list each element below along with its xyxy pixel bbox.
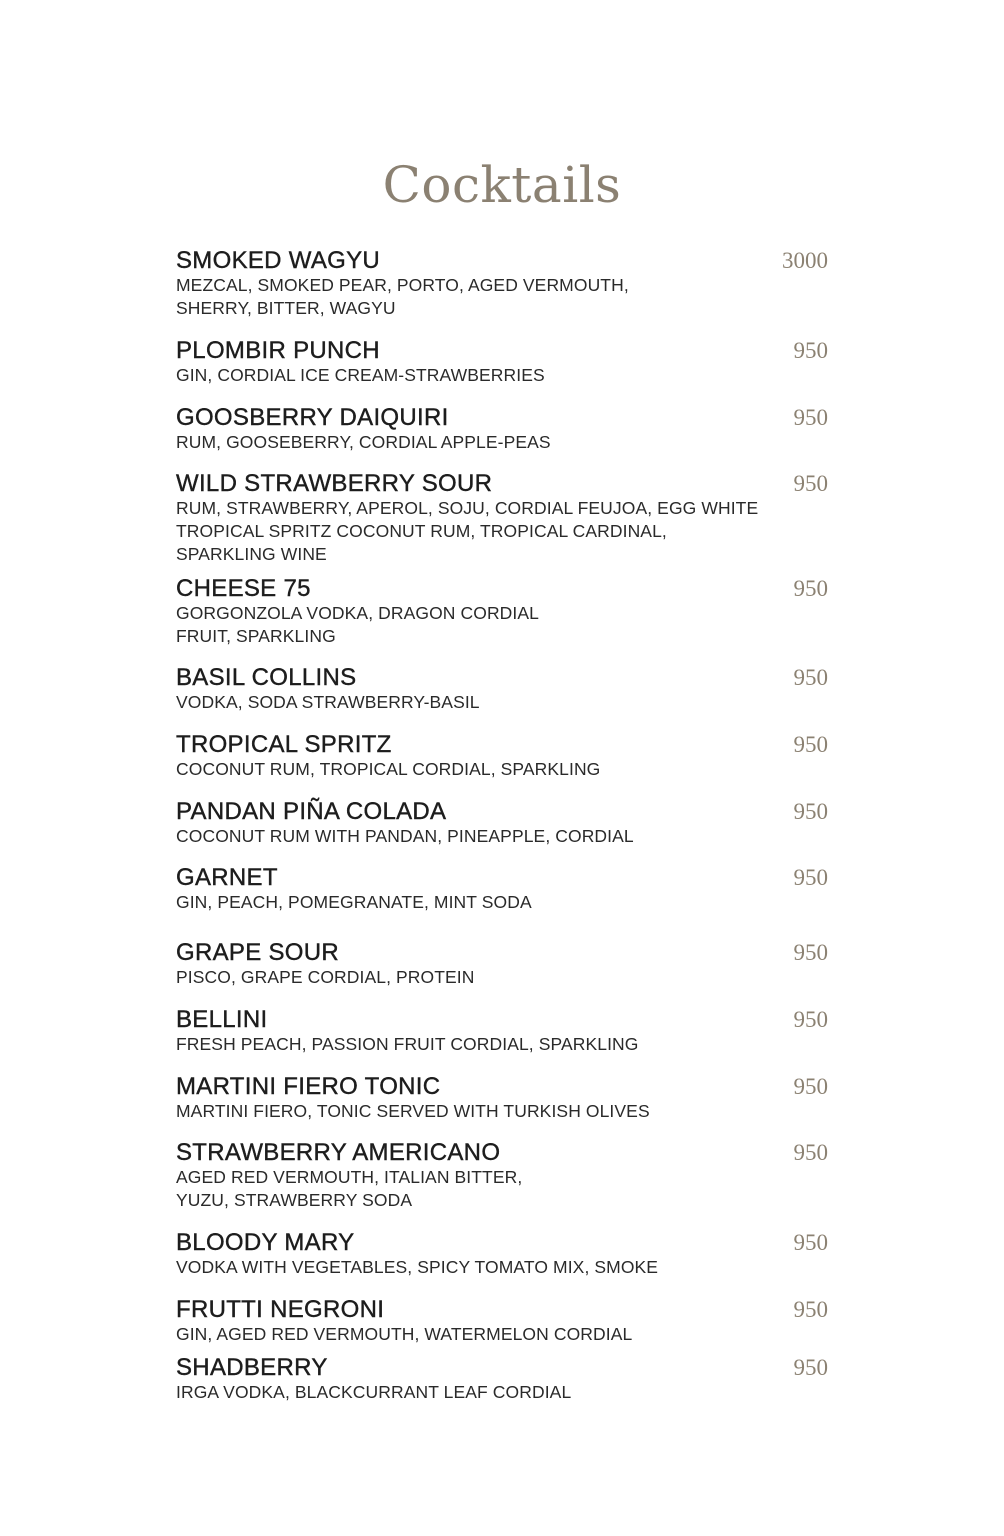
menu-item-price: 950 — [793, 1140, 828, 1165]
menu-item-price: 950 — [793, 732, 828, 757]
menu-item-price: 950 — [793, 940, 828, 965]
menu-item-description: MARTINI FIERO, TONIC SERVED WITH TURKISH OLIVES — [176, 1101, 650, 1121]
menu-item-price: 950 — [793, 665, 828, 690]
menu-item-description: VODKA WITH VEGETABLES, SPICY TOMATO MIX, SMOKE — [176, 1257, 659, 1277]
menu-item — [176, 338, 828, 387]
menu-item-price: 950 — [793, 1355, 828, 1380]
menu-item-price: 950 — [793, 865, 828, 890]
menu-item — [176, 248, 828, 320]
menu-item-name: GRAPE SOUR — [176, 939, 340, 966]
menu-item-name: TROPICAL SPRITZ — [176, 731, 392, 758]
menu-item-description: GIN, CORDIAL ICE CREAM-STRAWBERRIES — [176, 365, 545, 385]
menu-item-name: BELLINI — [176, 1006, 268, 1033]
menu-item-name: SMOKED WAGYU — [176, 247, 381, 274]
menu-item — [176, 940, 828, 989]
menu-item-name: FRUTTI NEGRONI — [176, 1296, 385, 1323]
menu-item-description: PISCO, GRAPE CORDIAL, PROTEIN — [176, 967, 475, 987]
menu-item-name: CHEESE 75 — [176, 575, 311, 602]
menu-item-name: PLOMBIR PUNCH — [176, 337, 380, 364]
menu-item — [176, 1230, 828, 1279]
menu-item — [176, 865, 828, 914]
menu-item-name: BLOODY MARY — [176, 1229, 355, 1256]
menu-item-name: GARNET — [176, 864, 278, 891]
menu-item — [176, 405, 828, 454]
menu-item-name: GOOSBERRY DAIQUIRI — [176, 404, 449, 431]
menu-item-name: PANDAN PIÑA COLADA — [176, 798, 447, 825]
menu-item-description: VODKA, SODA STRAWBERRY-BASIL — [176, 692, 480, 712]
menu-item-description: COCONUT RUM WITH PANDAN, PINEAPPLE, CORDIAL — [176, 826, 634, 846]
menu-item-description: GORGONZOLA VODKA, DRAGON CORDIAL FRUIT, SPARKLING — [176, 603, 539, 646]
menu-item-price: 3000 — [782, 248, 828, 273]
menu-item — [176, 799, 828, 848]
menu-item — [176, 471, 828, 566]
menu-item-description: COCONUT RUM, TROPICAL CORDIAL, SPARKLING — [176, 759, 601, 779]
menu-item-name: MARTINI FIERO TONIC — [176, 1073, 441, 1100]
menu-item-name: BASIL COLLINS — [176, 664, 357, 691]
menu-item-description: AGED RED VERMOUTH, ITALIAN BITTER, YUZU, STRAWBERRY SODA — [176, 1167, 523, 1210]
menu-item-description: MEZCAL, SMOKED PEAR, PORTO, AGED VERMOUTH, SHERRY, BITTER, WAGYU — [176, 275, 629, 318]
menu-item-price: 950 — [793, 405, 828, 430]
menu-item — [176, 576, 828, 648]
menu-item-description: RUM, STRAWBERRY, APEROL, SOJU, CORDIAL FEUJOA, EGG WHITE TROPICAL SPRITZ COCONUT RUM, TROPICAL CARDINAL, SPARKLING WINE — [176, 498, 759, 564]
menu-item — [176, 1297, 828, 1346]
menu-item — [176, 732, 828, 781]
menu-item — [176, 1140, 828, 1212]
menu-item-price: 950 — [793, 1297, 828, 1322]
menu-item-price: 950 — [793, 1230, 828, 1255]
menu-item — [176, 1007, 828, 1056]
menu-item-price: 950 — [793, 1007, 828, 1032]
page-title: Cocktails — [382, 156, 622, 214]
menu-item-description: FRESH PEACH, PASSION FRUIT CORDIAL, SPARKLING — [176, 1034, 639, 1054]
menu-item-price: 950 — [793, 799, 828, 824]
menu-item-price: 950 — [793, 1074, 828, 1099]
menu-item — [176, 1355, 828, 1404]
menu-item-description: GIN, PEACH, POMEGRANATE, MINT SODA — [176, 892, 532, 912]
menu-item-description: RUM, GOOSEBERRY, CORDIAL APPLE-PEAS — [176, 432, 551, 452]
menu-item-name: SHADBERRY — [176, 1354, 328, 1381]
menu-item — [176, 1074, 828, 1123]
menu-item-price: 950 — [793, 338, 828, 363]
menu-item-price: 950 — [793, 471, 828, 496]
menu-item-name: WILD STRAWBERRY SOUR — [176, 470, 493, 497]
menu-item — [176, 665, 828, 714]
menu-item-price: 950 — [793, 576, 828, 601]
menu-item-description: GIN, AGED RED VERMOUTH, WATERMELON CORDIAL — [176, 1324, 633, 1344]
menu-item-description: IRGA VODKA, BLACKCURRANT LEAF CORDIAL — [176, 1382, 572, 1402]
menu-item-name: STRAWBERRY AMERICANO — [176, 1139, 501, 1166]
